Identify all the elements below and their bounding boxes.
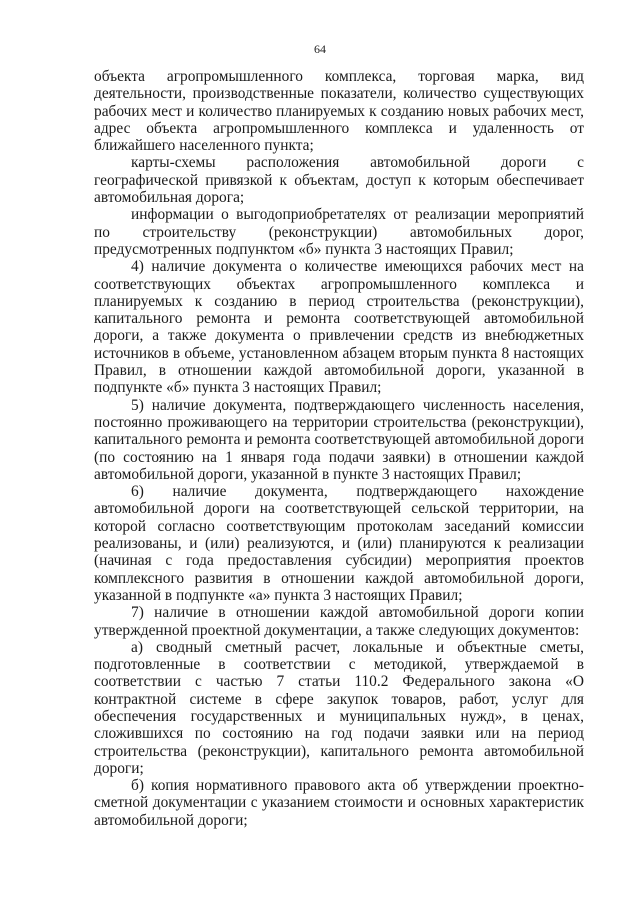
paragraph-item-5: 5) наличие документа, подтверждающего численность населения, постоянно проживающего на территории строительства (реконструкции), капитального ремонта и ремонта соответствующей автомобильной дороги (по состоянию на 1 января года подачи заявки) в отношении каждой автомобильной дороги, указанной в пункте 3 настоящих Правил; bbox=[94, 396, 584, 483]
page-number: 64 bbox=[314, 42, 326, 56]
paragraph-beneficiaries: информации о выгодоприобретателях от реализации мероприятий по строительству (реконструкции) автомобильных дорог, предусмотренных подпунктом «б» пункта 3 настоящих Правил; bbox=[94, 206, 584, 258]
paragraph-item-7: 7) наличие в отношении каждой автомобильной дороги копии утвержденной проектной документации, а также следующих документов: bbox=[94, 604, 584, 639]
paragraph-continuation: объекта агропромышленного комплекса, торговая марка, вид деятельности, производственные показатели, количество существующих рабочих мест и количество планируемых к созданию новых рабочих мест, адрес объекта агропромышленного комплекса и удаленность от ближайшего населенного пункта; bbox=[94, 68, 584, 155]
paragraph-map-schemes: карты-схемы расположения автомобильной дороги с географической привязкой к объектам, доступ к которым обеспечивает автомобильная дорога; bbox=[94, 154, 584, 207]
paragraph-item-6: 6) наличие документа, подтверждающего нахождение автомобильной дороги на соответствующей сельской территории, на которой согласно соответствующим протоколам заседаний комиссии реализованы, и (или) реализуются, и (или) планируются к реализации (начиная с года предоставления субсидии) мероприятия проектов комплексного развития в отношении каждой автомобильной дороги, указанной в подпункте «а» пункта 3 настоящих Правил; bbox=[94, 483, 584, 604]
document-body bbox=[94, 68, 584, 829]
paragraph-item-4: 4) наличие документа о количестве имеющихся рабочих мест на соответствующих объектах агропромышленного комплекса и планируемых к созданию в период строительства (реконструкции), капитального ремонта и ремонта соответствующей автомобильной дороги, а также документа о привлечении средств из внебюджетных источников в объеме, установленном абзацем вторым пункта 8 настоящих Правил, в отношении каждой автомобильной дороги, указанной в подпункте «б» пункта 3 настоящих Правил; bbox=[94, 258, 584, 397]
paragraph-item-7b: б) копия нормативного правового акта об утверждении проектно-сметной документации с указанием стоимости и основных характеристик автомобильной дороги; bbox=[94, 777, 584, 829]
paragraph-item-7a: а) сводный сметный расчет, локальные и объектные сметы, подготовленные в соответствии с методикой, утверждаемой в соответствии с частью 7 статьи 110.2 Федерального закона «О контрактной системе в сфере закупок товаров, работ, услуг для обеспечения государственных и муниципальных нужд», в ценах, сложившихся по состоянию на год подачи заявки или на период строительства (реконструкции), капитального ремонта автомобильной дороги; bbox=[94, 638, 584, 777]
